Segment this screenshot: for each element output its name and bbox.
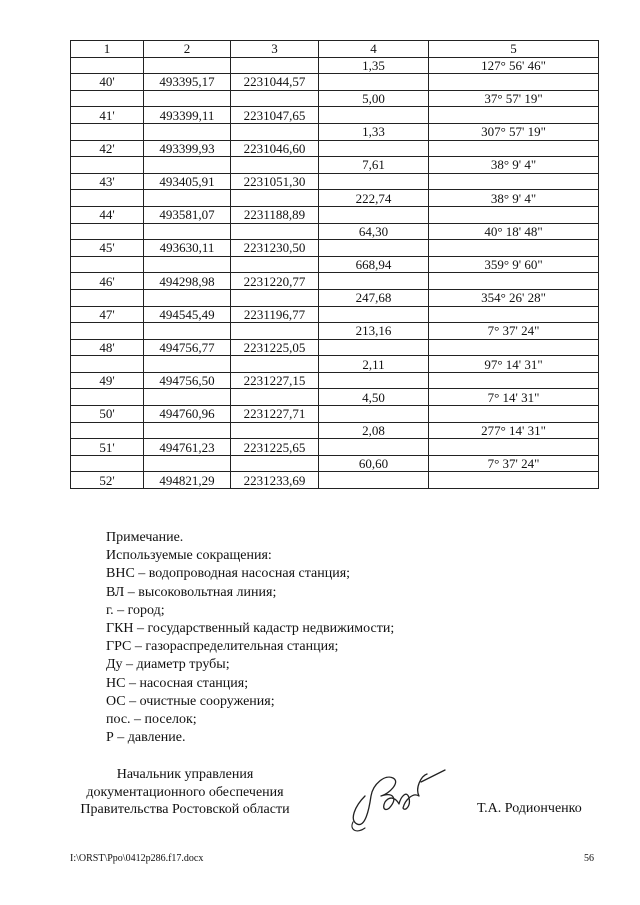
signer-position	[60, 766, 310, 819]
cell-point: 48'	[71, 339, 144, 356]
table-row	[71, 173, 599, 190]
cell-y	[231, 323, 319, 340]
note-abbrev-title: Используемые сокращения:	[106, 548, 272, 564]
cell-angle	[429, 273, 599, 290]
cell-x	[144, 90, 231, 107]
table-row	[71, 273, 599, 290]
cell-x: 494760,96	[144, 406, 231, 423]
cell-point: 46'	[71, 273, 144, 290]
cell-point: 40'	[71, 74, 144, 91]
table-row	[71, 422, 599, 439]
table-row	[71, 472, 599, 489]
table-row	[71, 240, 599, 257]
cell-distance: 213,16	[319, 323, 429, 340]
cell-angle	[429, 306, 599, 323]
cell-x: 494298,98	[144, 273, 231, 290]
note-heading: Примечание.	[106, 530, 184, 545]
cell-angle	[429, 372, 599, 389]
cell-angle: 97° 14' 31"	[429, 356, 599, 373]
cell-angle	[429, 240, 599, 257]
cell-x	[144, 157, 231, 174]
note-line: Р – давление.	[106, 730, 186, 746]
cell-x: 493395,17	[144, 74, 231, 91]
cell-point	[71, 223, 144, 240]
cell-x: 494545,49	[144, 306, 231, 323]
cell-angle	[429, 140, 599, 157]
cell-distance	[319, 240, 429, 257]
page-number: 56	[584, 853, 594, 864]
cell-angle	[429, 472, 599, 489]
cell-distance	[319, 406, 429, 423]
cell-x: 494756,77	[144, 339, 231, 356]
cell-y: 2231225,05	[231, 339, 319, 356]
cell-distance: 4,50	[319, 389, 429, 406]
cell-x: 493630,11	[144, 240, 231, 257]
table-row	[71, 372, 599, 389]
cell-point: 42'	[71, 140, 144, 157]
cell-angle: 7° 14' 31"	[429, 389, 599, 406]
header-col-4: 4	[319, 41, 429, 58]
cell-x	[144, 422, 231, 439]
coordinates-table	[70, 40, 599, 489]
cell-angle: 38° 9' 4"	[429, 190, 599, 207]
cell-y: 2231233,69	[231, 472, 319, 489]
table-row	[71, 323, 599, 340]
cell-point	[71, 422, 144, 439]
cell-point: 41'	[71, 107, 144, 124]
cell-distance: 668,94	[319, 256, 429, 273]
cell-angle	[429, 439, 599, 456]
cell-point	[71, 123, 144, 140]
note-line: ВЛ – высоковольтная линия;	[106, 584, 277, 600]
cell-angle: 354° 26' 28"	[429, 289, 599, 306]
cell-angle	[429, 206, 599, 223]
cell-x	[144, 323, 231, 340]
cell-y: 2231196,77	[231, 306, 319, 323]
header-col-2: 2	[144, 41, 231, 58]
cell-distance	[319, 372, 429, 389]
cell-y: 2231220,77	[231, 273, 319, 290]
cell-point	[71, 389, 144, 406]
cell-point: 52'	[71, 472, 144, 489]
cell-angle: 40° 18' 48"	[429, 223, 599, 240]
cell-x	[144, 289, 231, 306]
note-line: ОС – очистные сооружения;	[106, 693, 275, 709]
note-line: ГКН – государственный кадастр недвижимости;	[106, 621, 395, 637]
table-row	[71, 406, 599, 423]
signer-position-line-1: Начальник управления	[116, 767, 254, 782]
cell-y: 2231225,65	[231, 439, 319, 456]
table-row	[71, 306, 599, 323]
cell-x: 493405,91	[144, 173, 231, 190]
cell-point: 47'	[71, 306, 144, 323]
cell-y: 2231227,15	[231, 372, 319, 389]
cell-y: 2231047,65	[231, 107, 319, 124]
table-row	[71, 57, 599, 74]
cell-x	[144, 389, 231, 406]
cell-angle: 359° 9' 60"	[429, 256, 599, 273]
note-line: г. – город;	[106, 602, 165, 618]
cell-distance	[319, 140, 429, 157]
note-line: ГРС – газораспределительная станция;	[106, 639, 339, 655]
cell-angle	[429, 173, 599, 190]
cell-angle: 127° 56' 46"	[429, 57, 599, 74]
table-row	[71, 206, 599, 223]
cell-x	[144, 455, 231, 472]
cell-angle	[429, 339, 599, 356]
signer-name: Т.А. Родионченко	[477, 801, 582, 816]
note-line: НС – насосная станция;	[106, 675, 249, 691]
cell-distance: 64,30	[319, 223, 429, 240]
table-row	[71, 107, 599, 124]
table-row	[71, 90, 599, 107]
cell-y: 2231046,60	[231, 140, 319, 157]
table-row	[71, 157, 599, 174]
cell-x: 493581,07	[144, 206, 231, 223]
cell-distance: 2,11	[319, 356, 429, 373]
table-row	[71, 356, 599, 373]
cell-y: 2231044,57	[231, 74, 319, 91]
cell-point: 43'	[71, 173, 144, 190]
cell-distance	[319, 306, 429, 323]
signer-position-line-2: документационного обеспечения	[86, 784, 284, 800]
note-line: ВНС – водопроводная насосная станция;	[106, 566, 351, 582]
handwritten-signature	[335, 760, 455, 840]
cell-y	[231, 455, 319, 472]
cell-x	[144, 123, 231, 140]
cell-point	[71, 323, 144, 340]
cell-point	[71, 256, 144, 273]
cell-angle	[429, 406, 599, 423]
note-line: пос. – поселок;	[106, 712, 197, 728]
cell-y	[231, 389, 319, 406]
cell-distance	[319, 173, 429, 190]
cell-angle: 7° 37' 24"	[429, 323, 599, 340]
cell-distance: 247,68	[319, 289, 429, 306]
cell-x: 494821,29	[144, 472, 231, 489]
cell-distance	[319, 74, 429, 91]
cell-y: 2231188,89	[231, 206, 319, 223]
header-col-1: 1	[71, 41, 144, 58]
cell-x: 494756,50	[144, 372, 231, 389]
header-col-5: 5	[429, 41, 599, 58]
cell-y	[231, 223, 319, 240]
cell-point: 45'	[71, 240, 144, 257]
cell-point	[71, 57, 144, 74]
cell-y	[231, 422, 319, 439]
table-row	[71, 190, 599, 207]
cell-point: 44'	[71, 206, 144, 223]
table-body	[71, 57, 599, 488]
cell-y	[231, 289, 319, 306]
table-row	[71, 389, 599, 406]
cell-distance	[319, 273, 429, 290]
cell-distance	[319, 339, 429, 356]
cell-y	[231, 157, 319, 174]
cell-y	[231, 90, 319, 107]
cell-x	[144, 356, 231, 373]
cell-angle: 7° 37' 24"	[429, 455, 599, 472]
table-row	[71, 455, 599, 472]
cell-point	[71, 190, 144, 207]
cell-y: 2231230,50	[231, 240, 319, 257]
cell-distance	[319, 107, 429, 124]
cell-point: 49'	[71, 372, 144, 389]
cell-angle	[429, 107, 599, 124]
cell-distance: 2,08	[319, 422, 429, 439]
cell-y	[231, 190, 319, 207]
table-row	[71, 256, 599, 273]
footer-file-path: I:\ORST\Ppo\0412p286.f17.docx	[70, 853, 204, 864]
table-row	[71, 439, 599, 456]
cell-angle: 277° 14' 31"	[429, 422, 599, 439]
cell-point	[71, 356, 144, 373]
table-row	[71, 74, 599, 91]
cell-angle: 38° 9' 4"	[429, 157, 599, 174]
cell-distance: 1,33	[319, 123, 429, 140]
cell-point	[71, 455, 144, 472]
cell-angle: 307° 57' 19"	[429, 123, 599, 140]
cell-distance	[319, 472, 429, 489]
header-col-3: 3	[231, 41, 319, 58]
cell-y	[231, 356, 319, 373]
cell-distance: 60,60	[319, 455, 429, 472]
cell-x: 493399,93	[144, 140, 231, 157]
cell-x: 493399,11	[144, 107, 231, 124]
cell-distance	[319, 439, 429, 456]
cell-y: 2231227,71	[231, 406, 319, 423]
cell-y	[231, 123, 319, 140]
cell-y	[231, 57, 319, 74]
cell-point: 50'	[71, 406, 144, 423]
cell-x	[144, 223, 231, 240]
cell-x: 494761,23	[144, 439, 231, 456]
table-row	[71, 339, 599, 356]
cell-distance: 1,35	[319, 57, 429, 74]
cell-x	[144, 57, 231, 74]
cell-point	[71, 157, 144, 174]
signer-position-line-3: Правительства Ростовской области	[80, 802, 290, 818]
cell-point	[71, 90, 144, 107]
note-line: Ду – диаметр трубы;	[106, 657, 230, 673]
cell-angle	[429, 74, 599, 91]
cell-x	[144, 256, 231, 273]
table-row	[71, 289, 599, 306]
table-header-row	[71, 41, 599, 58]
table-row	[71, 123, 599, 140]
cell-point: 51'	[71, 439, 144, 456]
table-row	[71, 140, 599, 157]
table-row	[71, 223, 599, 240]
cell-point	[71, 289, 144, 306]
cell-x	[144, 190, 231, 207]
cell-angle: 37° 57' 19"	[429, 90, 599, 107]
notes-section	[106, 529, 394, 747]
cell-distance: 5,00	[319, 90, 429, 107]
cell-distance: 222,74	[319, 190, 429, 207]
cell-distance: 7,61	[319, 157, 429, 174]
cell-y	[231, 256, 319, 273]
cell-distance	[319, 206, 429, 223]
cell-y: 2231051,30	[231, 173, 319, 190]
